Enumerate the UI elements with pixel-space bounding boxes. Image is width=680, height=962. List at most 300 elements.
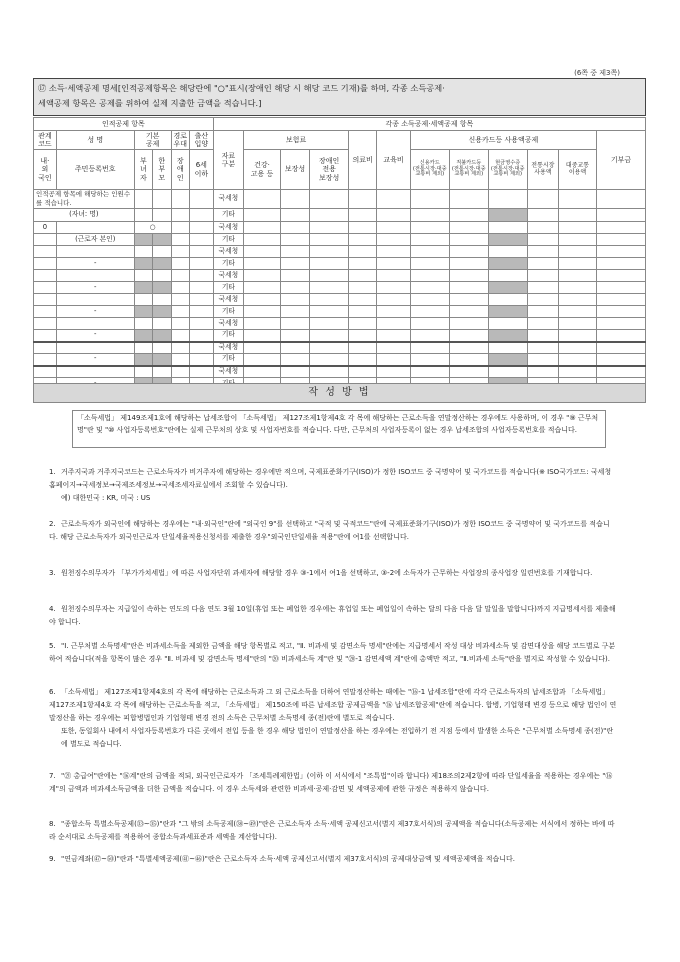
deduction-table <box>33 117 646 390</box>
cell[interactable] <box>134 342 152 354</box>
cell[interactable] <box>280 190 309 209</box>
cell[interactable] <box>527 258 558 270</box>
cell[interactable] <box>410 190 449 209</box>
cell[interactable] <box>56 222 134 234</box>
cell[interactable] <box>280 270 309 282</box>
cell[interactable] <box>189 270 213 282</box>
cell[interactable] <box>171 190 189 209</box>
cell[interactable] <box>56 246 134 258</box>
cell[interactable] <box>310 330 349 342</box>
cell[interactable] <box>134 318 152 330</box>
cash-receipt-subheader: 현금영수증 (전통시장·대중교통비 제외) <box>488 150 527 190</box>
cell-shaded <box>488 282 527 294</box>
cell[interactable] <box>377 190 411 209</box>
cell-shaded <box>488 330 527 342</box>
cell[interactable] <box>527 270 558 282</box>
cell[interactable] <box>171 318 189 330</box>
basic-deduction-header: 기본 공제 <box>134 131 171 150</box>
cell[interactable] <box>559 234 597 246</box>
cell[interactable] <box>559 222 597 234</box>
cell[interactable] <box>410 330 449 342</box>
cell[interactable] <box>488 342 527 354</box>
cell[interactable] <box>310 222 349 234</box>
cell-shaded <box>488 234 527 246</box>
cell[interactable] <box>488 318 527 330</box>
cell[interactable] <box>310 354 349 366</box>
credit-card-header: 신용카드등 사용액공제 <box>410 131 596 150</box>
cell[interactable] <box>310 306 349 318</box>
note-text: 「소득세법」 제127조제1항제4호의 각 목에 해당하는 근로소득과 그 외 근로소득을 더하여 연말정산하는 때에는 "⑯-1 납세조합"란에 각각 근로소득자의 납세조합과 「소득세법」 제127조제1항제4호 각 목에 해당하는 근로소득을 적고, 「소득세법」 제150조에 따른 납세조합 공제금액을 "⑯ 납세조합공제"란에 적습니다. 합병, 기업형태 변경 등으로 해당 법인이 연말정산을 하는 경우에는 피합병법인과 기업형태 변경 전의 소득은 근무처별 소득명세 종(전)란에 별도로 적습니다. <box>49 688 617 722</box>
cell[interactable] <box>189 318 213 330</box>
cell[interactable] <box>34 270 57 282</box>
medical-header: 의료비 <box>349 131 377 190</box>
cell[interactable] <box>244 258 281 270</box>
cell[interactable] <box>310 258 349 270</box>
cell[interactable] <box>244 234 281 246</box>
cell-shaded <box>488 258 527 270</box>
cell[interactable] <box>596 306 645 318</box>
disabled-insurance-header: 장애인 전용 보장성 <box>310 150 349 190</box>
note-1 <box>49 466 617 505</box>
cell[interactable] <box>244 330 281 342</box>
cell[interactable] <box>171 342 189 354</box>
birth-adoption-header: 출산 입양 <box>189 131 213 150</box>
cell[interactable] <box>527 209 558 222</box>
note-number: 8. <box>49 820 56 828</box>
cell[interactable] <box>171 258 189 270</box>
source-nts: 국세청 <box>213 222 243 234</box>
cell[interactable] <box>449 190 488 209</box>
cell[interactable] <box>449 354 488 366</box>
cell[interactable] <box>596 318 645 330</box>
cell[interactable] <box>189 366 213 378</box>
cell[interactable] <box>244 282 281 294</box>
cell[interactable] <box>244 306 281 318</box>
note-text: "연금계좌(㊼~㊿)"란과 "특별세액공제(㊶~㊻)"란은 근로소득자 소득·세액 공제신고서(별지 제37호서식)의 공제대상금액 및 세액공제액을 적습니다. <box>61 855 516 863</box>
cell[interactable] <box>280 234 309 246</box>
id-dash: - <box>56 282 134 294</box>
cell[interactable] <box>171 234 189 246</box>
cell[interactable] <box>410 246 449 258</box>
cell[interactable] <box>153 318 171 330</box>
cell[interactable] <box>189 306 213 318</box>
cell[interactable] <box>559 354 597 366</box>
cell[interactable] <box>559 318 597 330</box>
cell[interactable] <box>34 354 57 366</box>
cell[interactable] <box>244 318 281 330</box>
source-nts: 국세청 <box>213 366 243 378</box>
cell[interactable] <box>56 318 134 330</box>
cell[interactable] <box>349 342 377 354</box>
cell[interactable] <box>310 294 349 306</box>
cell[interactable] <box>134 209 152 222</box>
cell[interactable] <box>171 354 189 366</box>
cell[interactable] <box>596 246 645 258</box>
cell[interactable] <box>596 222 645 234</box>
cell[interactable] <box>244 222 281 234</box>
cell[interactable] <box>280 306 309 318</box>
cell[interactable] <box>310 366 349 378</box>
cell[interactable] <box>189 190 213 209</box>
cell-shaded <box>153 282 171 294</box>
security-insurance-header: 보장성 <box>280 150 309 190</box>
cell[interactable] <box>527 318 558 330</box>
source-etc: 기타 <box>213 306 243 318</box>
cell[interactable] <box>56 294 134 306</box>
cell[interactable] <box>189 209 213 222</box>
cell[interactable] <box>410 258 449 270</box>
cell[interactable] <box>34 282 57 294</box>
cell[interactable] <box>171 270 189 282</box>
cell[interactable] <box>527 282 558 294</box>
cell[interactable] <box>310 282 349 294</box>
cell[interactable] <box>559 294 597 306</box>
cell[interactable] <box>134 366 152 378</box>
id-number-header: 주민등록번호 <box>56 150 134 190</box>
id-dash: - <box>56 306 134 318</box>
cell[interactable] <box>153 270 171 282</box>
cell[interactable] <box>596 270 645 282</box>
cell[interactable] <box>310 270 349 282</box>
cell[interactable] <box>171 330 189 342</box>
source-header: 자료 구분 <box>213 131 243 190</box>
cell[interactable] <box>377 270 411 282</box>
cell[interactable] <box>189 354 213 366</box>
debit-card-subheader: 직불카드등 (전통시장·대중교통비 제외) <box>449 150 488 190</box>
cell[interactable] <box>377 330 411 342</box>
cell[interactable] <box>171 366 189 378</box>
cell[interactable] <box>310 318 349 330</box>
cell[interactable] <box>449 294 488 306</box>
cell[interactable] <box>349 270 377 282</box>
cell[interactable] <box>34 330 57 342</box>
cell[interactable] <box>153 294 171 306</box>
cell[interactable] <box>153 190 171 209</box>
note-text: 근로소득자가 외국인에 해당하는 경우에는 "내·외국인"란에 "외국인 9"를 선택하고 "국적 및 국적코드"란에 국제표준화기구(ISO)가 정한 ISO코드 중 국명약어 및 국가코드를 적습니다. 해당 근로소득자가 외국인근로자 단일세율적용신청서를 제출한 경우"외국인단일세율 적용"란에 여1를 선택합니다. <box>49 520 610 541</box>
cell[interactable] <box>34 258 57 270</box>
source-nts: 국세청 <box>213 294 243 306</box>
cell[interactable] <box>559 209 597 222</box>
education-header: 교육비 <box>377 131 411 190</box>
cell[interactable] <box>527 246 558 258</box>
cell[interactable] <box>34 318 57 330</box>
cell[interactable] <box>349 222 377 234</box>
cell[interactable] <box>449 234 488 246</box>
cell[interactable] <box>171 306 189 318</box>
cell[interactable] <box>449 246 488 258</box>
cell[interactable] <box>280 209 309 222</box>
cell[interactable] <box>410 234 449 246</box>
note-text: 거주지국과 거주지국코드는 근로소득자가 비거주자에 해당하는 경우에만 적으며, 국제표준화기구(ISO)가 정한 ISO코드 중 국명약어 및 국가코드를 적습니다(※ ISO국가코드: 국세청홈페이지→국세정보→국제조세정보→국세조세자료실에서 조회할 수 있습니다). <box>49 468 612 489</box>
cell[interactable] <box>449 318 488 330</box>
cell[interactable] <box>449 342 488 354</box>
cell[interactable] <box>280 318 309 330</box>
cell[interactable] <box>449 270 488 282</box>
cell[interactable] <box>488 270 527 282</box>
cell[interactable] <box>134 294 152 306</box>
note-number: 2. <box>49 520 56 528</box>
cell[interactable] <box>244 354 281 366</box>
cell[interactable] <box>56 270 134 282</box>
self-name: (근로자 본인) <box>56 234 134 246</box>
cell[interactable] <box>410 366 449 378</box>
cell-shaded <box>134 234 152 246</box>
cell[interactable] <box>349 318 377 330</box>
insurance-header: 보험료 <box>244 131 349 150</box>
cell[interactable] <box>310 209 349 222</box>
cell[interactable] <box>349 354 377 366</box>
cell[interactable] <box>377 234 411 246</box>
cell[interactable] <box>410 222 449 234</box>
cell[interactable] <box>189 294 213 306</box>
cell[interactable] <box>410 318 449 330</box>
source-etc: 기타 <box>213 330 243 342</box>
cell[interactable] <box>244 270 281 282</box>
cell[interactable] <box>171 209 189 222</box>
cell[interactable] <box>559 190 597 209</box>
source-etc: 기타 <box>213 234 243 246</box>
cell[interactable] <box>527 306 558 318</box>
cell[interactable] <box>377 258 411 270</box>
cell[interactable] <box>280 354 309 366</box>
cell[interactable] <box>596 354 645 366</box>
cell-shaded <box>134 306 152 318</box>
cell[interactable] <box>349 234 377 246</box>
cell[interactable] <box>189 258 213 270</box>
cell[interactable] <box>349 306 377 318</box>
cell[interactable] <box>189 246 213 258</box>
cell[interactable] <box>349 366 377 378</box>
cell[interactable] <box>596 234 645 246</box>
cell[interactable] <box>449 366 488 378</box>
cell[interactable] <box>134 270 152 282</box>
cell[interactable] <box>349 209 377 222</box>
cell[interactable] <box>34 342 57 354</box>
cell[interactable] <box>153 342 171 354</box>
id-dash: - <box>56 354 134 366</box>
cell[interactable] <box>410 306 449 318</box>
cell[interactable] <box>34 246 57 258</box>
cell[interactable] <box>134 190 152 209</box>
cell[interactable] <box>134 246 152 258</box>
cell[interactable] <box>377 306 411 318</box>
cell[interactable] <box>527 366 558 378</box>
cell[interactable] <box>488 246 527 258</box>
cell[interactable] <box>410 342 449 354</box>
cell[interactable] <box>310 342 349 354</box>
cell[interactable] <box>377 342 411 354</box>
cell-shaded <box>153 354 171 366</box>
id-dash: - <box>56 330 134 342</box>
cell[interactable] <box>377 282 411 294</box>
cell[interactable] <box>377 354 411 366</box>
cell[interactable] <box>280 342 309 354</box>
cell[interactable] <box>189 342 213 354</box>
note-number: 3. <box>49 569 56 577</box>
cell[interactable] <box>171 222 189 234</box>
note-7 <box>49 770 617 796</box>
cell[interactable] <box>410 294 449 306</box>
cell[interactable] <box>559 270 597 282</box>
cell[interactable] <box>244 342 281 354</box>
cell[interactable] <box>280 282 309 294</box>
cell[interactable] <box>596 342 645 354</box>
cell[interactable] <box>410 270 449 282</box>
cell[interactable] <box>449 306 488 318</box>
transit-subheader: 대중교통 이용액 <box>559 150 597 190</box>
section-17-header <box>33 78 646 116</box>
cell[interactable] <box>244 366 281 378</box>
cell[interactable] <box>34 294 57 306</box>
cell[interactable] <box>449 282 488 294</box>
cell[interactable] <box>56 366 134 378</box>
cell[interactable] <box>559 366 597 378</box>
source-nts: 국세청 <box>213 342 243 354</box>
note-3 <box>49 567 617 580</box>
cell[interactable] <box>310 246 349 258</box>
cell[interactable] <box>377 222 411 234</box>
cell-shaded <box>153 330 171 342</box>
cell[interactable] <box>153 366 171 378</box>
cell[interactable] <box>377 294 411 306</box>
cell[interactable] <box>171 282 189 294</box>
cell[interactable] <box>559 246 597 258</box>
senior-header: 경로 우대 <box>171 131 189 150</box>
cell[interactable] <box>280 366 309 378</box>
cell[interactable] <box>449 258 488 270</box>
cell[interactable] <box>189 282 213 294</box>
cell-shaded <box>488 306 527 318</box>
cell[interactable] <box>171 246 189 258</box>
page-number: (6쪽 중 제3쪽) <box>574 69 620 77</box>
source-etc: 기타 <box>213 258 243 270</box>
self-basic-mark: ○ <box>134 222 171 234</box>
wife-header: 부 녀 자 <box>134 150 152 190</box>
source-nts: 국세청 <box>213 270 243 282</box>
count-label: 인적공제 항목에 해당하는 인원수를 적습니다. <box>34 190 135 209</box>
cell[interactable] <box>410 282 449 294</box>
cell[interactable] <box>280 246 309 258</box>
cell-shaded <box>134 282 152 294</box>
cell[interactable] <box>559 282 597 294</box>
cell[interactable] <box>349 246 377 258</box>
cell-shaded <box>134 330 152 342</box>
cell-shaded <box>488 209 527 222</box>
cell[interactable] <box>527 234 558 246</box>
cell[interactable] <box>349 330 377 342</box>
cell[interactable] <box>596 330 645 342</box>
cell[interactable] <box>527 330 558 342</box>
note-number: 7. <box>49 772 56 780</box>
cell[interactable] <box>527 354 558 366</box>
cell[interactable] <box>449 330 488 342</box>
cell[interactable] <box>244 190 281 209</box>
cell[interactable] <box>349 258 377 270</box>
note-2 <box>49 518 617 544</box>
note-number: 9. <box>49 855 56 863</box>
cell[interactable] <box>377 318 411 330</box>
note-9 <box>49 853 617 866</box>
cell[interactable] <box>559 306 597 318</box>
cell[interactable] <box>488 294 527 306</box>
cell[interactable] <box>596 294 645 306</box>
cell[interactable] <box>596 209 645 222</box>
cell[interactable] <box>596 190 645 209</box>
cell[interactable] <box>244 209 281 222</box>
cell[interactable] <box>488 190 527 209</box>
cell[interactable] <box>449 222 488 234</box>
note-4 <box>49 603 617 629</box>
cell[interactable] <box>189 234 213 246</box>
cell[interactable] <box>34 366 57 378</box>
cell[interactable] <box>488 366 527 378</box>
note-extra: 예) 대한민국 : KR, 미국 : US <box>61 494 151 502</box>
cell[interactable] <box>349 190 377 209</box>
cell[interactable] <box>349 282 377 294</box>
cell[interactable] <box>377 366 411 378</box>
cell[interactable] <box>34 306 57 318</box>
cell[interactable] <box>280 222 309 234</box>
cell[interactable] <box>153 209 171 222</box>
cell[interactable] <box>559 258 597 270</box>
cell[interactable] <box>280 294 309 306</box>
single-parent-header: 한 부 모 <box>153 150 171 190</box>
cell[interactable] <box>280 258 309 270</box>
cell[interactable] <box>596 258 645 270</box>
cell[interactable] <box>310 234 349 246</box>
cell[interactable] <box>527 342 558 354</box>
source-etc: 기타 <box>213 209 243 222</box>
instructions-title: 작 성 방 법 <box>33 383 646 403</box>
cell[interactable] <box>34 234 57 246</box>
cell[interactable] <box>488 222 527 234</box>
cell[interactable] <box>449 209 488 222</box>
self-relation-code: 0 <box>34 222 57 234</box>
cell[interactable] <box>56 342 134 354</box>
cell[interactable] <box>244 246 281 258</box>
source-etc: 기타 <box>213 282 243 294</box>
cell[interactable] <box>377 209 411 222</box>
note-text: "종합소득 특별소득공제(㉝~㉟)"란과 "그 밖의 소득공제(㊳~㊾)"란은 근로소득자 소득·세액 공제신고서(별지 제37호서식)의 공제액을 적습니다(소득공제는 서식에서 정하는 바에 따라 순서대로 소득공제를 적용하여 종합소득과세표준과 세액을 계산합니다). <box>49 820 615 841</box>
cell[interactable] <box>527 222 558 234</box>
cell[interactable] <box>410 354 449 366</box>
market-subheader: 전통시장 사용액 <box>527 150 558 190</box>
cell[interactable] <box>189 330 213 342</box>
cell[interactable] <box>153 246 171 258</box>
cell[interactable] <box>596 282 645 294</box>
note-text: 원천징수의무자는 지급일이 속하는 연도의 다음 연도 3월 10일(휴업 또는 폐업한 경우에는 휴업일 또는 폐업일이 속하는 달의 다음 다음 달 말일을 말합니다)까지 지급명세서를 제출해야 합니다. <box>49 605 616 626</box>
cell[interactable] <box>244 294 281 306</box>
cell[interactable] <box>559 330 597 342</box>
cell[interactable] <box>349 294 377 306</box>
cell[interactable] <box>377 246 411 258</box>
header-line-2: 세액공제 항목은 공제를 위하여 실제 지출한 금액을 적습니다.] <box>38 98 262 108</box>
cell[interactable] <box>189 222 213 234</box>
note-number: 6. <box>49 688 56 696</box>
cell[interactable] <box>280 330 309 342</box>
cell[interactable] <box>559 342 597 354</box>
note-5 <box>49 640 617 666</box>
cell[interactable] <box>527 294 558 306</box>
cell[interactable] <box>171 294 189 306</box>
cell[interactable] <box>310 190 349 209</box>
cell[interactable] <box>410 209 449 222</box>
note-6 <box>49 686 617 751</box>
cell[interactable] <box>596 366 645 378</box>
cell[interactable] <box>527 190 558 209</box>
source-nts: 국세청 <box>213 318 243 330</box>
donation-header: 기부금 <box>596 131 645 190</box>
